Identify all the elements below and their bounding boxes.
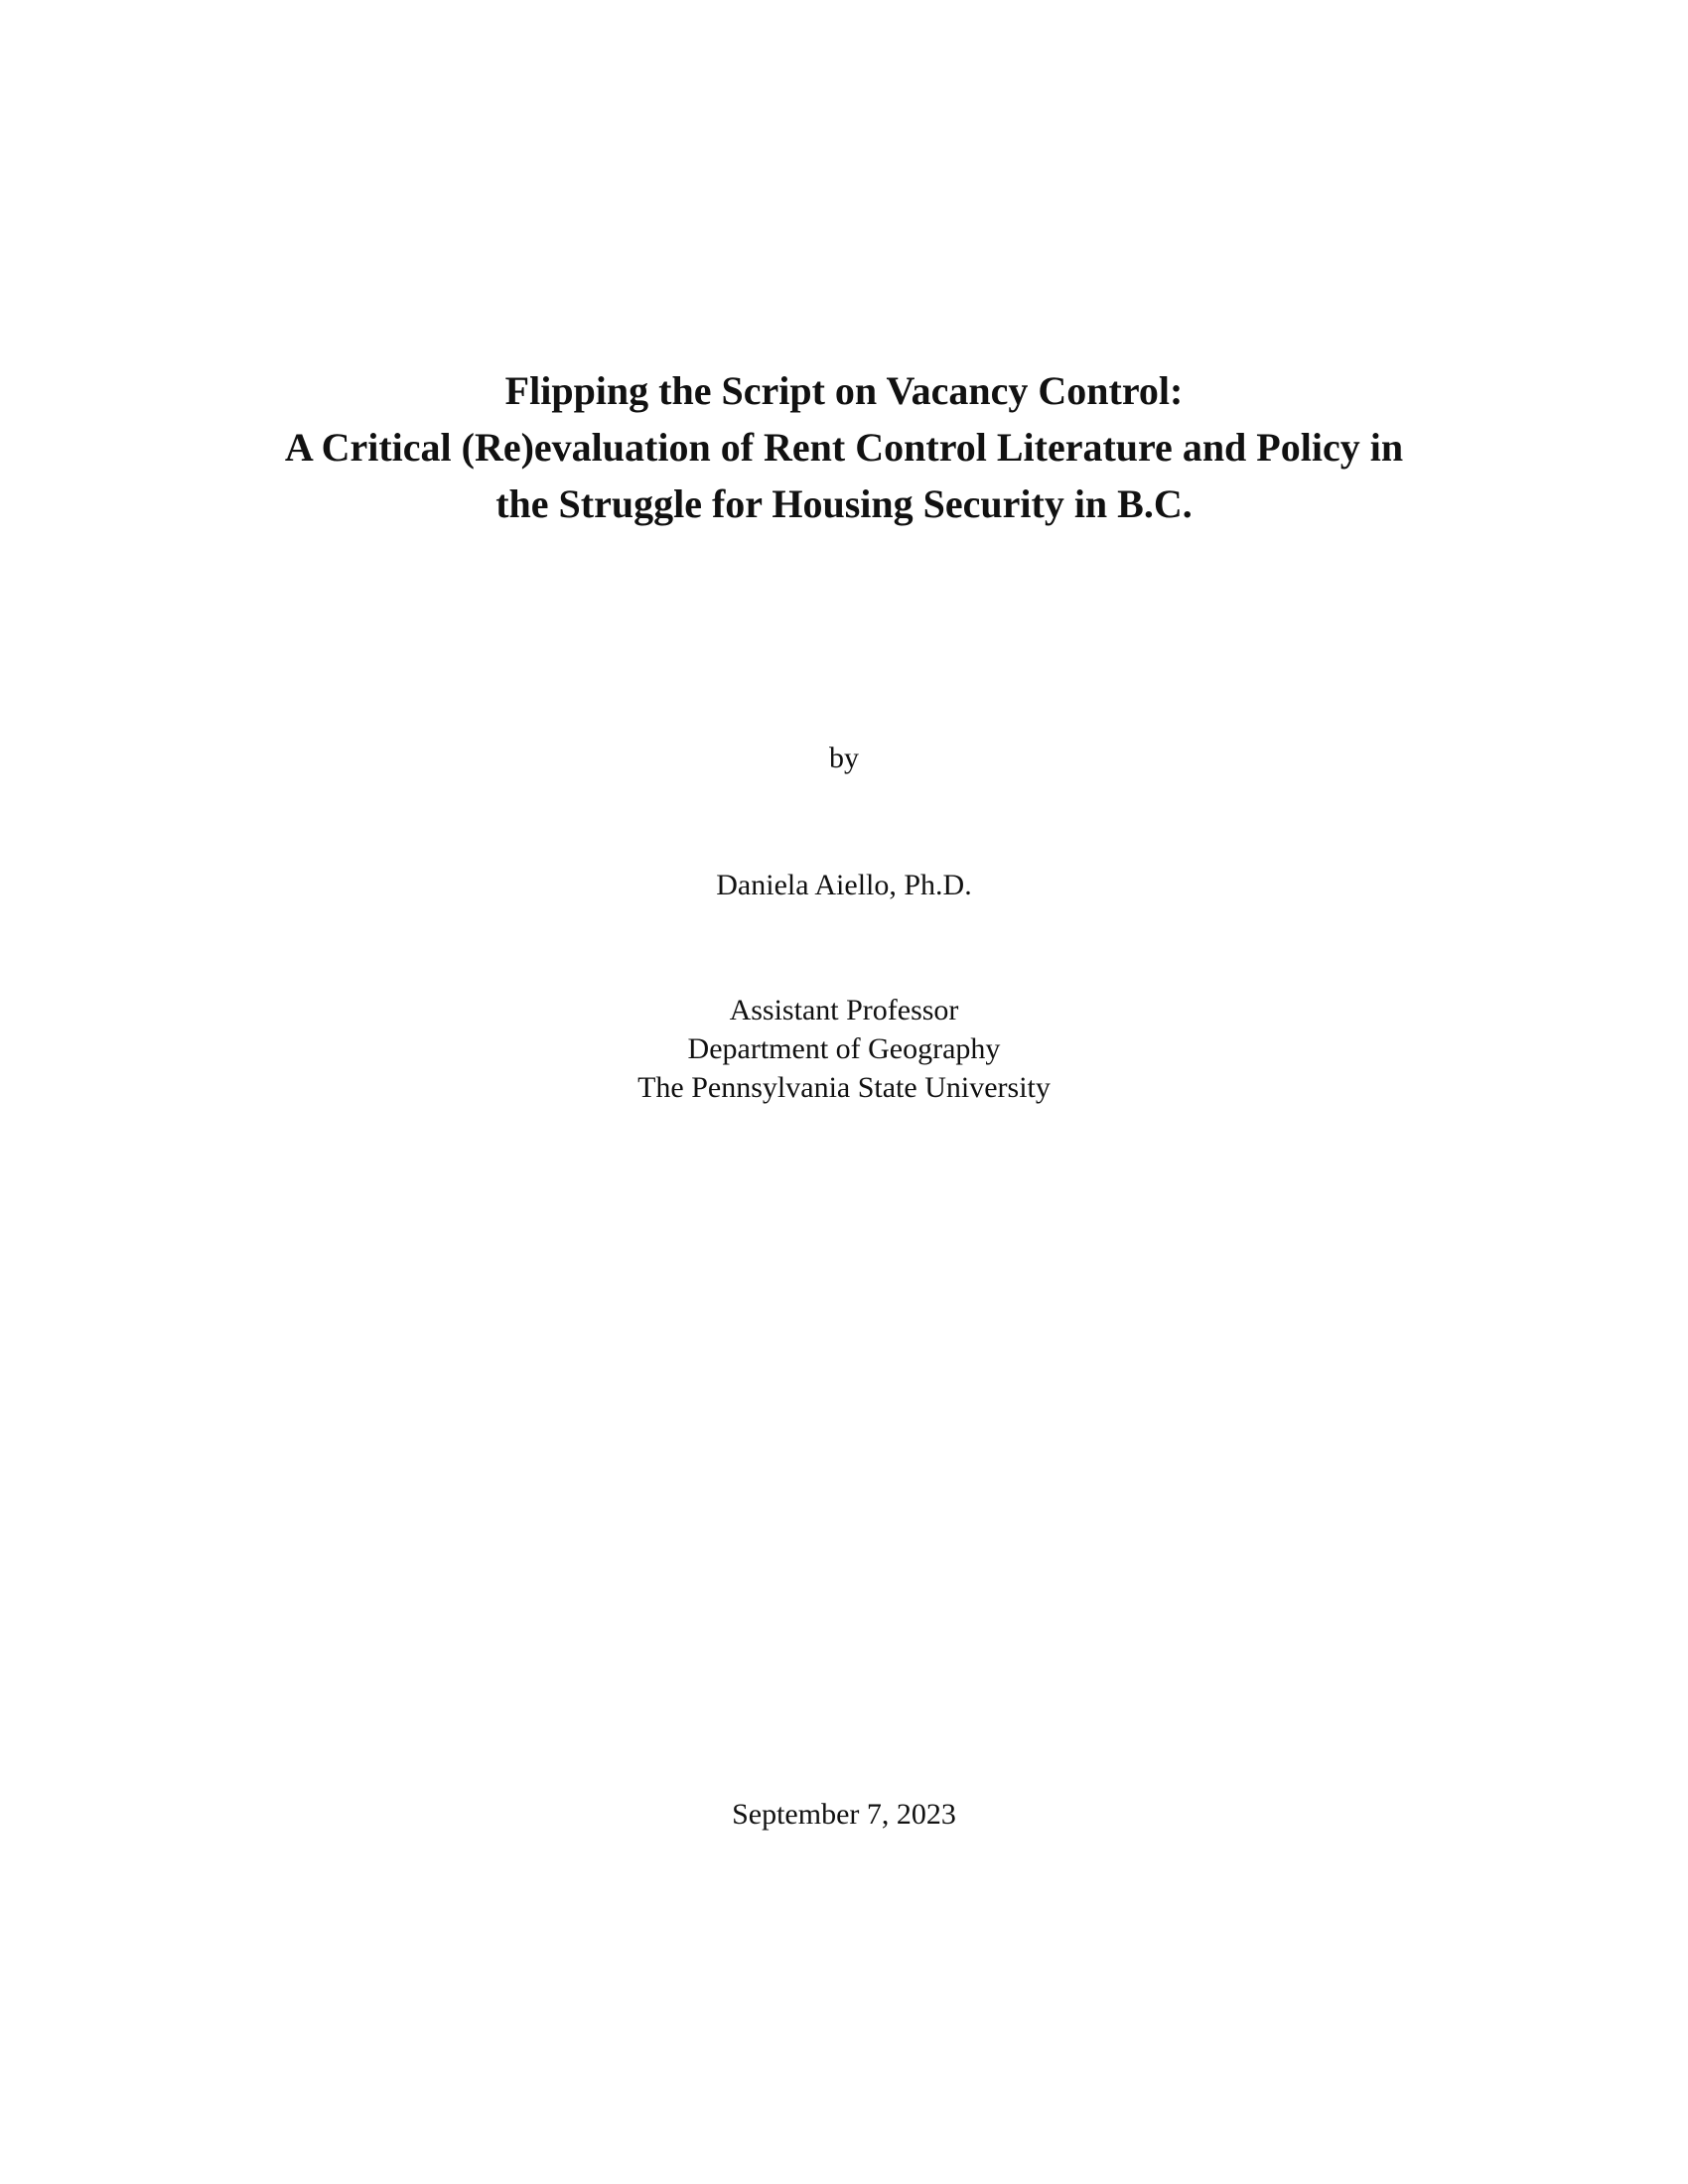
- author-affiliation: [149, 991, 1539, 1107]
- title-line-3: the Struggle for Housing Security in B.C.: [495, 481, 1193, 526]
- affiliation-position: Assistant Professor: [729, 994, 959, 1026]
- affiliation-university: The Pennsylvania State University: [637, 1071, 1051, 1104]
- title-line-1: Flipping the Script on Vacancy Control:: [504, 368, 1184, 413]
- document-date: September 7, 2023: [732, 1798, 956, 1831]
- by-label: by: [829, 742, 859, 774]
- document-title: [149, 362, 1539, 532]
- title-line-2: A Critical (Re)evaluation of Rent Control Literature and Policy in: [284, 425, 1404, 470]
- author-name: Daniela Aiello, Ph.D.: [716, 869, 972, 901]
- affiliation-department: Department of Geography: [687, 1032, 1001, 1065]
